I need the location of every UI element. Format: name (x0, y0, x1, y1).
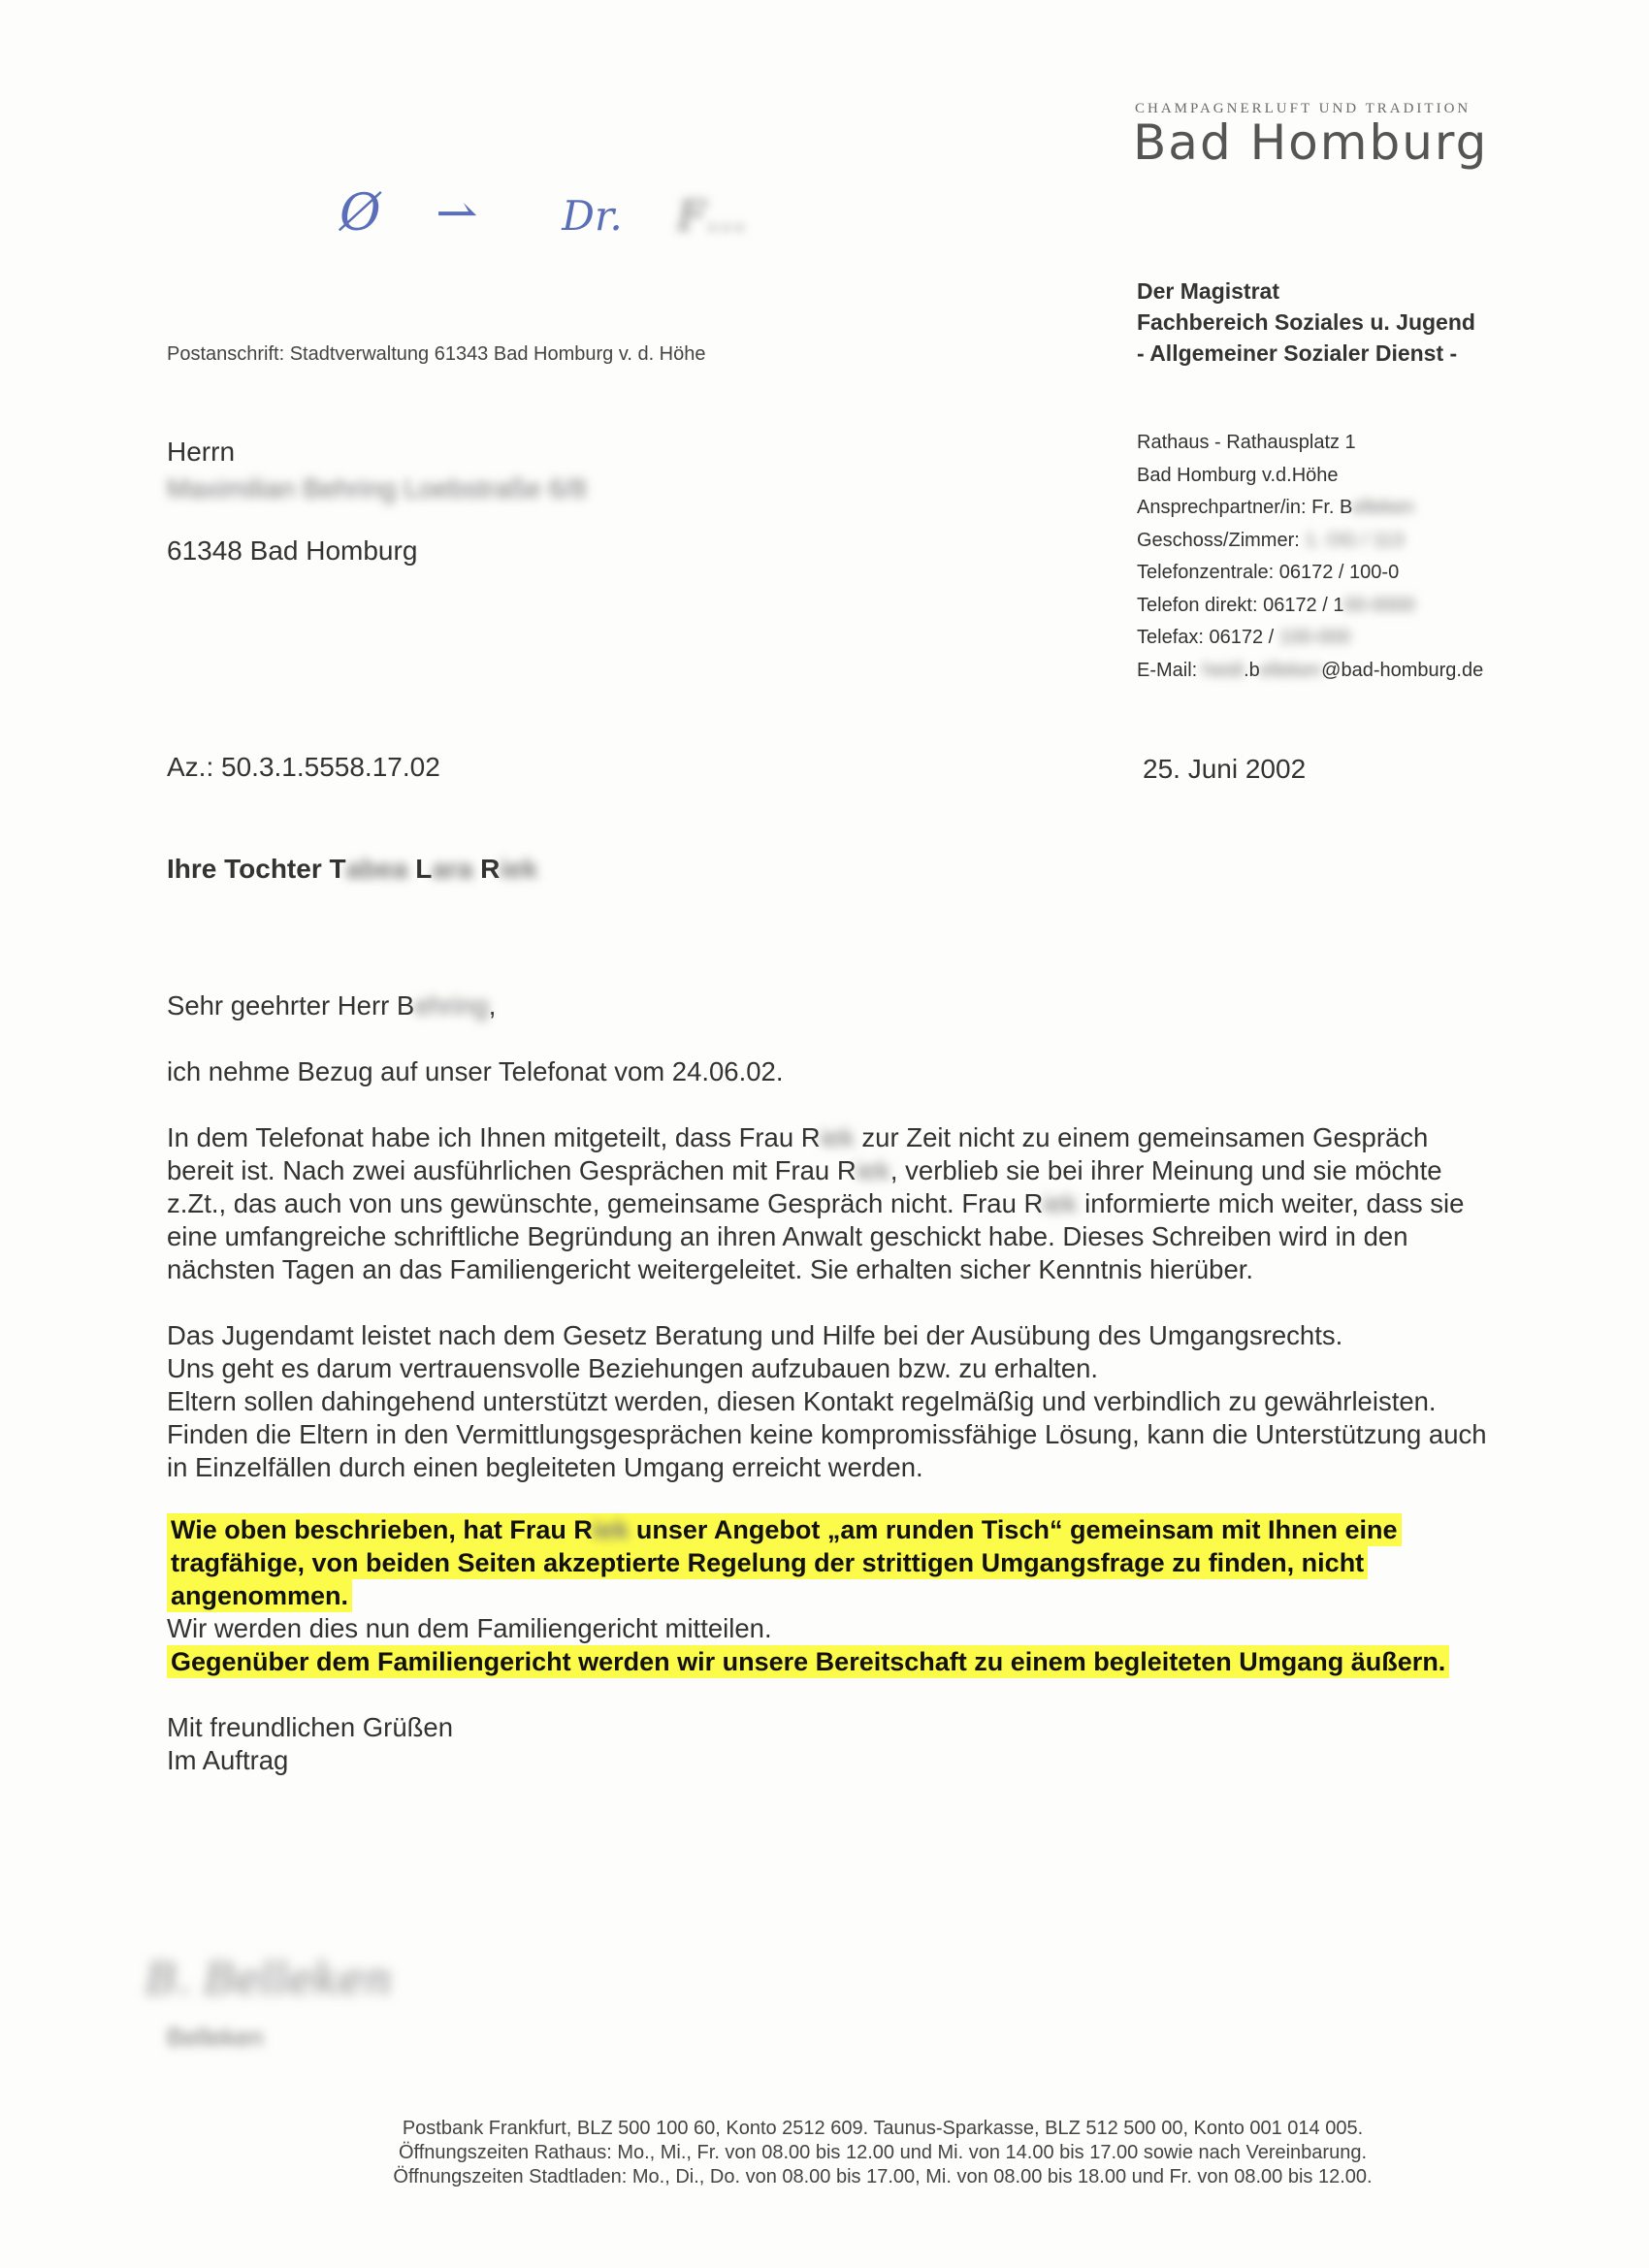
paragraph-2: In dem Telefonat habe ich Ihnen mitgeteilt, dass Frau Riek zur Zeit nicht zu einem gemeinsamen Gespräch bereit ist. Nach zwei ausführlichen Gesprächen mit Frau Riek, verblieb sie bei ihrer Meinung und sie möchte z.Zt., das auch von uns gewünschte, gemeinsame Gespräch nicht. Frau Riek informierte mich weiter, dass sie eine umfangreiche schriftliche Begründung an ihren Anwalt geschickt habe. Dieses Schreiben wird in den nächsten Tagen an das Familiengericht weitergeleitet. Sie erhalten sicher Kenntnis hierüber. (167, 1122, 1465, 1284)
recipient-name-redacted: Maximilian Behring (167, 473, 397, 503)
paragraph-1: ich nehme Bezug auf unser Telefonat vom 24.06.02. (167, 1056, 784, 1086)
dept-magistrat: Der Magistrat (1137, 278, 1279, 304)
contact-address: Rathaus - Rathausplatz 1 (1137, 432, 1356, 453)
signature-redacted: B. Belleken (146, 1955, 392, 2004)
recipient-street-redacted: Loebstraße 6/8 (404, 473, 587, 503)
reference-number: Az.: 50.3.1.5558.17.02 (167, 752, 440, 782)
footer-hours-rathaus: Öffnungszeiten Rathaus: Mo., Mi., Fr. von 08.00 bis 12.00 und Mi. von 14.00 bis 17.00 sowie nach Vereinbarung. (398, 2142, 1368, 2163)
highlighted-paragraph-1: Wie oben beschrieben, hat Frau Riek unser Angebot „am runden Tisch“ gemeinsam mit Ihnen eine tragfähige, von beiden Seiten akzeptierte Regelung der strittigen Umgangsfrage zu finden, nicht angenommen. (167, 1513, 1496, 1612)
handwritten-arrow-icon: ⇀ (436, 184, 478, 243)
dept-asd: - Allgemeiner Sozialer Dienst - (1137, 340, 1458, 366)
recipient-city: 61348 Bad Homburg (167, 535, 418, 566)
footer-hours-stadtladen: Öffnungszeiten Stadtladen: Mo., Di., Do. von 08.00 bis 17.00, Mi. von 08.00 bis 18.00 und Fr. von 08.00 bis 12.00. (393, 2166, 1373, 2187)
contact-room: Geschoss/Zimmer: 1. OG / 113 (1137, 529, 1405, 551)
handwritten-note (340, 184, 746, 243)
recipient-salutation: Herrn (167, 437, 236, 467)
handwritten-name-redacted: F… (677, 192, 747, 240)
highlighted-paragraph-2: Gegenüber dem Familiengericht werden wir unsere Bereitschaft zu einem begleiteten Umgang äußern. (167, 1645, 1496, 1678)
logo-tagline: CHAMPAGNERLUFT UND TRADITION (1135, 101, 1471, 116)
contact-city: Bad Homburg v.d.Höhe (1137, 464, 1339, 486)
contact-phone-direct: Telefon direkt: 06172 / 100-0000 (1137, 594, 1415, 616)
closing-greeting: Mit freundlichen Grüßen (167, 1712, 453, 1742)
handwritten-symbol: Ø (340, 184, 381, 243)
subject-line: Ihre Tochter Tabea Lara Riek (167, 854, 538, 884)
paragraph-3: Das Jugendamt leistet nach dem Gesetz Beratung und Hilfe bei der Ausübung des Umgangsrechts. Uns geht es darum vertrauensvolle Beziehungen aufzubauen bzw. zu erhalten. Eltern sollen dahingehend unterstützt werden, diesen Kontakt regelmäßig und verbindlich zu gewährleisten. Finden die Eltern in den Vermittlungsgesprächen keine kompromissfähige Lösung, kann die Unterstützung auch in Einzelfällen durch einen begleiteten Umgang erreicht werden. (167, 1320, 1487, 1482)
greeting: Sehr geehrter Herr Behring, (167, 990, 497, 1021)
contact-phone-central: Telefonzentrale: 06172 / 100-0 (1137, 562, 1400, 583)
contact-person: Ansprechpartner/in: Fr. Belleken (1137, 497, 1414, 518)
recipient-address (167, 434, 587, 569)
department-block (1137, 275, 1475, 369)
contact-email[interactable]: E-Mail: heidi.belleken@bad-homburg.de (1137, 659, 1484, 681)
letter-date: 25. Juni 2002 (1143, 754, 1307, 784)
handwritten-dr: Dr. (562, 192, 623, 240)
dept-fachbereich: Fachbereich Soziales u. Jugend (1137, 309, 1475, 335)
signer-name-redacted: Belleken (167, 2023, 264, 2052)
footer-bank: Postbank Frankfurt, BLZ 500 100 60, Konto 2512 609. Taunus-Sparkasse, BLZ 512 500 00, Konto 001 014 005. (402, 2118, 1364, 2139)
closing-auftrag: Im Auftrag (167, 1745, 289, 1775)
footer (194, 2117, 1571, 2189)
postanschrift: Postanschrift: Stadtverwaltung 61343 Bad Homburg v. d. Höhe (167, 343, 706, 365)
logo-bad-homburg: Bad Homburg (1133, 114, 1489, 171)
contact-fax: Telefax: 06172 / 100-000 (1137, 627, 1351, 648)
paragraph-4: Wir werden dies nun dem Familiengericht mitteilen. (167, 1613, 772, 1643)
letter-body (167, 989, 1496, 1777)
contact-block (1137, 427, 1483, 687)
